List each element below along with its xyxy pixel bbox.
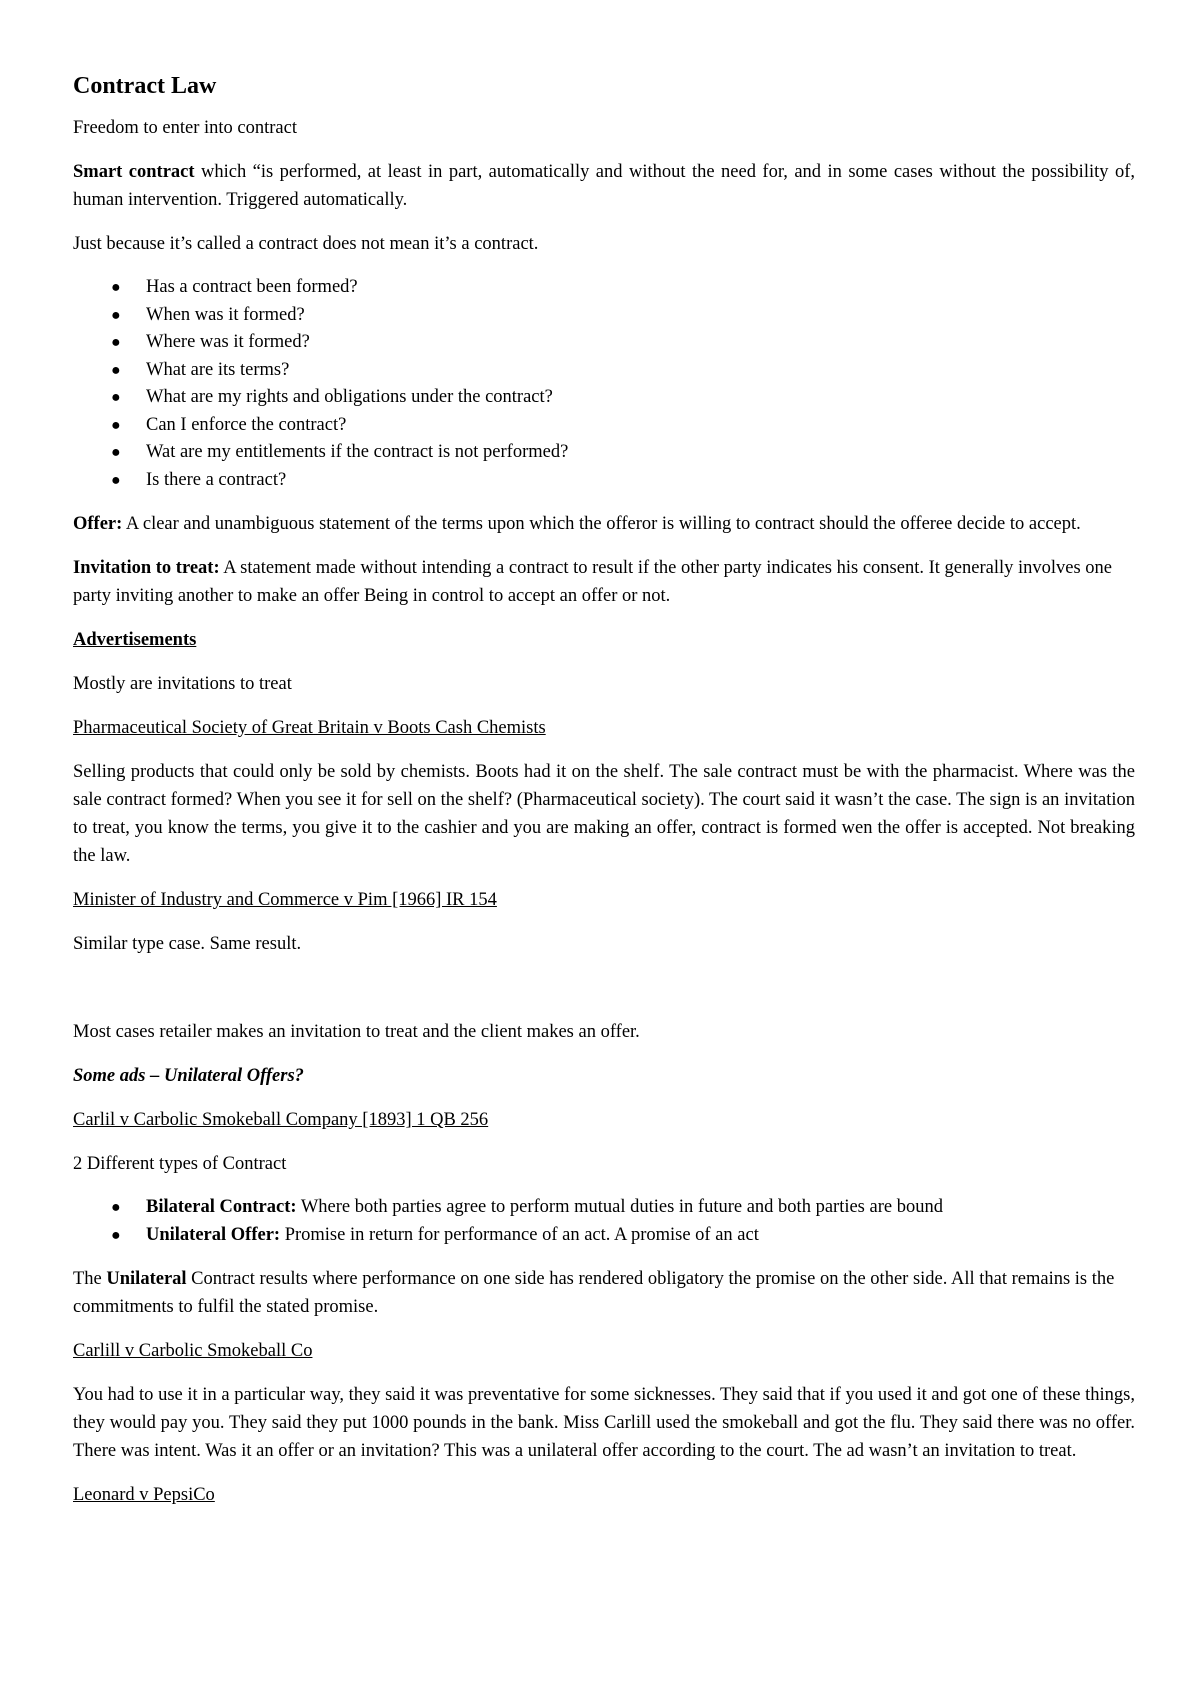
case-pepsi: Leonard v PepsiCo [73, 1485, 215, 1505]
list-item [73, 1194, 1135, 1222]
list-item-text: Can I enforce the contract? [146, 414, 347, 435]
smart-contract-term: Smart contract [73, 162, 195, 182]
type-definition: Promise in return for performance of an act. A promise of an act [280, 1224, 759, 1245]
bullet-icon: ● [111, 1199, 121, 1216]
list-item-text: Has a contract been formed? [146, 277, 358, 297]
bullet-icon: ● [111, 306, 121, 324]
unilateral-pre: The [73, 1269, 107, 1289]
unilateral-paragraph [73, 1265, 1135, 1321]
list-item-text: What are my rights and obligations under the contract? [146, 387, 553, 407]
some-ads-heading: Some ads – Unilateral Offers? [73, 1066, 304, 1086]
case-boots: Pharmaceutical Society of Great Britain v Boots Cash Chemists [73, 718, 546, 738]
carlill-paragraph: You had to use it in a particular way, they said it was preventative for some sicknesses. They said that if you used it and got one of these things, they would pay you. They said they put 1000 pounds in the bank. Miss Carlill used the smokeball and got the flu. They said there was no offer. There was intent. Was it an offer or an invitation? This was a unilateral offer according to the court. The ad wasn’t an invitation to treat. [73, 1385, 1135, 1461]
pim-paragraph: Similar type case. Same result. [73, 934, 302, 954]
list-item [73, 357, 1135, 385]
invitation-paragraph [73, 554, 1135, 610]
list-item-text: Is there a contract? [146, 469, 287, 490]
type-term: Unilateral Offer: [146, 1224, 281, 1245]
list-item [73, 384, 1135, 412]
bullet-icon: ● [111, 471, 121, 489]
list-item-text: Where was it formed? [146, 332, 310, 352]
offer-term: Offer: [73, 514, 123, 534]
list-item [73, 302, 1135, 330]
smart-contract-definition: which “is performed, at least in part, automatically and without the need for, and in some cases without the possibility of, human intervention. Triggered automatically. [73, 162, 1135, 210]
list-item [73, 439, 1135, 467]
list-item [73, 1222, 1135, 1250]
bullet-icon: ● [111, 279, 121, 296]
unilateral-post: Contract results where performance on one side has rendered obligatory the promise on the other side. All that remains is the commitments to fulfil the stated promise. [73, 1269, 1115, 1317]
types-intro: 2 Different types of Contract [73, 1154, 287, 1174]
blank-line [73, 974, 1135, 1018]
list-item [73, 467, 1135, 495]
types-list [73, 1194, 1135, 1249]
list-item-text: What are its terms? [146, 359, 290, 380]
retailer-paragraph: Most cases retailer makes an invitation to treat and the client makes an offer. [73, 1022, 640, 1042]
advertisements-heading: Advertisements [73, 630, 197, 650]
intro-text: Freedom to enter into contract [73, 118, 297, 138]
offer-paragraph [73, 510, 1135, 538]
questions-list [73, 274, 1135, 494]
boots-paragraph: Selling products that could only be sold by chemists. Boots had it on the shelf. The sale contract must be with the pharmacist. Where was the sale contract formed? When you see it for sell on the shelf? (Pharmaceutical society). The court said it wasn’t the case. The sign is an invitation to treat, you know the terms, you give it to the cashier and you are making an offer, contract is formed wen the offer is accepted. Not breaking the law. [73, 762, 1135, 866]
bullet-icon: ● [111, 1226, 121, 1244]
bullet-icon: ● [111, 389, 121, 406]
list-item [73, 329, 1135, 357]
offer-definition: A clear and unambiguous statement of the terms upon which the offeror is willing to contract should the offeree decide to accept. [122, 514, 1081, 534]
bullet-icon: ● [111, 444, 121, 461]
invitation-term: Invitation to treat: [73, 558, 220, 578]
advertisements-note: Mostly are invitations to treat [73, 674, 292, 694]
page-title: Contract Law [73, 73, 217, 99]
bullet-icon: ● [111, 361, 121, 379]
invitation-definition: A statement made without intending a contract to result if the other party indicates his consent. It generally involves one party inviting another to make an offer Being in control to accept an offer or not. [73, 558, 1112, 606]
type-term: Bilateral Contract: [146, 1197, 297, 1217]
case-pim: Minister of Industry and Commerce v Pim [1966] IR 154 [73, 890, 497, 910]
case-carlill: Carlill v Carbolic Smokeball Co [73, 1341, 313, 1361]
bullet-icon: ● [111, 334, 121, 351]
list-item-text: When was it formed? [146, 304, 305, 325]
list-item [73, 274, 1135, 302]
smart-contract-paragraph [73, 158, 1135, 214]
unilateral-term: Unilateral [106, 1269, 187, 1289]
called-contract-text: Just because it’s called a contract does not mean it’s a contract. [73, 234, 539, 254]
bullet-icon: ● [111, 416, 121, 434]
type-definition: Where both parties agree to perform mutual duties in future and both parties are bound [296, 1197, 943, 1217]
case-carlil: Carlil v Carbolic Smokeball Company [1893] 1 QB 256 [73, 1110, 489, 1130]
list-item-text: Wat are my entitlements if the contract is not performed? [146, 442, 569, 462]
list-item [73, 412, 1135, 440]
document-page [73, 70, 1135, 1525]
